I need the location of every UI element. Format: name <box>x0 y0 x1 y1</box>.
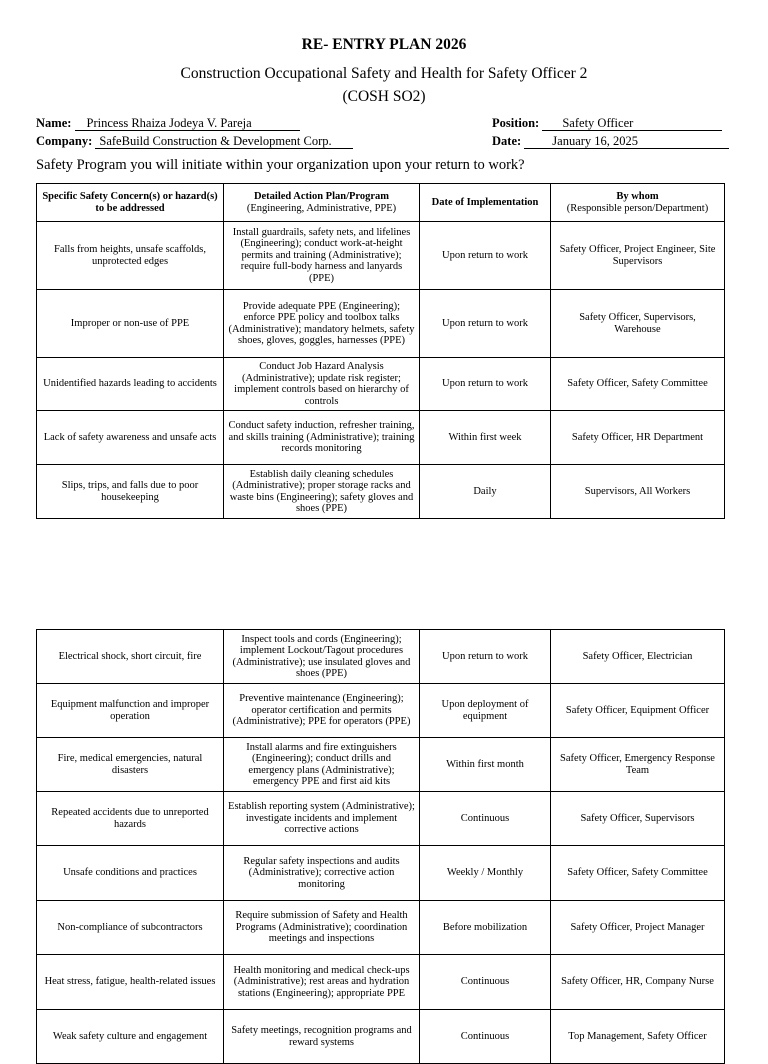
cell-whom: Safety Officer, HR Department <box>551 411 725 465</box>
cell-date: Upon return to work <box>420 358 551 411</box>
cell-concern: Weak safety culture and engagement <box>37 1010 224 1064</box>
cell-date: Within first month <box>420 738 551 792</box>
cell-date: Upon return to work <box>420 630 551 684</box>
position-label: Position: <box>492 116 540 130</box>
cell-date: Continuous <box>420 1010 551 1064</box>
cell-whom: Safety Officer, Supervisors <box>551 792 725 846</box>
position-line <box>492 116 722 131</box>
cell-date: Upon return to work <box>420 222 551 290</box>
cell-concern: Fire, medical emergencies, natural disasters <box>37 738 224 792</box>
cell-whom: Safety Officer, Safety Committee <box>551 846 725 901</box>
header-concern: Specific Safety Concern(s) or hazard(s) to be addressed <box>37 184 224 222</box>
cell-plan: Install guardrails, safety nets, and lifelines (Engineering); conduct work-at-height permits and training (Administrative); require full-body harness and lanyards (PPE) <box>224 222 420 290</box>
cell-plan: Establish daily cleaning schedules (Administrative); proper storage racks and waste bins (Engineering); safety gloves and shoes (PPE) <box>224 465 420 519</box>
header-plan-title: Detailed Action Plan/Program <box>253 191 390 202</box>
table-row <box>37 738 725 792</box>
cell-concern: Falls from heights, unsafe scaffolds, unprotected edges <box>37 222 224 290</box>
company-label: Company: <box>36 134 93 148</box>
cell-date: Daily <box>420 465 551 519</box>
table-row <box>37 684 725 738</box>
table-row <box>37 411 725 465</box>
table-row <box>37 358 725 411</box>
header-whom-title: By whom <box>616 191 659 202</box>
cell-plan: Provide adequate PPE (Engineering); enforce PPE policy and toolbox talks (Administrative); mandatory helmets, safety shoes, gloves, goggles, harnesses (PPE) <box>224 290 420 358</box>
table-header-row <box>37 184 725 222</box>
table-row <box>37 290 725 358</box>
safety-plan-table-page2 <box>36 629 725 1064</box>
document-title: RE- ENTRY PLAN 2026 <box>301 36 467 53</box>
cell-concern: Lack of safety awareness and unsafe acts <box>37 411 224 465</box>
cell-whom: Safety Officer, Project Engineer, Site Supervisors <box>551 222 725 290</box>
cell-plan: Install alarms and fire extinguishers (Engineering); conduct drills and emergency plans (Administrative); emergency PPE and first aid kits <box>224 738 420 792</box>
company-line <box>36 134 353 149</box>
cell-concern: Slips, trips, and falls due to poor housekeeping <box>37 465 224 519</box>
name-line <box>36 116 300 131</box>
cell-whom: Safety Officer, Electrician <box>551 630 725 684</box>
safety-plan-table-page1 <box>36 183 725 519</box>
cell-concern: Equipment malfunction and improper operation <box>37 684 224 738</box>
cell-date: Before mobilization <box>420 901 551 955</box>
cell-whom: Safety Officer, Emergency Response Team <box>551 738 725 792</box>
cell-concern: Improper or non-use of PPE <box>37 290 224 358</box>
cell-whom: Top Management, Safety Officer <box>551 1010 725 1064</box>
document-code: (COSH SO2) <box>342 88 426 105</box>
cell-date: Continuous <box>420 792 551 846</box>
cell-date: Continuous <box>420 955 551 1010</box>
header-whom-sub: (Responsible person/Department) <box>566 202 709 214</box>
header-whom <box>551 184 725 222</box>
cell-whom: Safety Officer, Safety Committee <box>551 358 725 411</box>
document-subtitle: Construction Occupational Safety and Health for Safety Officer 2 <box>180 65 588 82</box>
cell-date: Within first week <box>420 411 551 465</box>
cell-plan: Health monitoring and medical check-ups (Administrative); rest areas and hydration stations (Engineering); appropriate PPE <box>224 955 420 1010</box>
table-row <box>37 955 725 1010</box>
cell-whom: Safety Officer, HR, Company Nurse <box>551 955 725 1010</box>
date-label: Date: <box>492 134 522 148</box>
cell-plan: Conduct safety induction, refresher training, and skills training (Administrative); training records monitoring <box>224 411 420 465</box>
table-row <box>37 846 725 901</box>
name-label: Name: <box>36 116 72 130</box>
cell-whom: Safety Officer, Equipment Officer <box>551 684 725 738</box>
cell-date: Upon deployment of equipment <box>420 684 551 738</box>
header-plan-sub: (Engineering, Administrative, PPE) <box>246 202 397 214</box>
cell-concern: Repeated accidents due to unreported hazards <box>37 792 224 846</box>
cell-date: Upon return to work <box>420 290 551 358</box>
table-row <box>37 630 725 684</box>
header-date: Date of Implementation <box>420 184 551 222</box>
cell-concern: Heat stress, fatigue, health-related issues <box>37 955 224 1010</box>
position-value: Safety Officer <box>542 117 722 131</box>
table-row <box>37 792 725 846</box>
cell-whom: Safety Officer, Supervisors, Warehouse <box>551 290 725 358</box>
date-value: January 16, 2025 <box>524 135 729 149</box>
question-text: Safety Program you will initiate within your organization upon your return to work? <box>36 157 525 173</box>
date-line <box>492 134 729 149</box>
cell-plan: Require submission of Safety and Health Programs (Administrative); coordination meetings and inspections <box>224 901 420 955</box>
cell-whom: Safety Officer, Project Manager <box>551 901 725 955</box>
table-row <box>37 222 725 290</box>
table-row <box>37 1010 725 1064</box>
cell-concern: Non-compliance of subcontractors <box>37 901 224 955</box>
cell-plan: Inspect tools and cords (Engineering); implement Lockout/Tagout procedures (Administrative); use insulated gloves and shoes (PPE) <box>224 630 420 684</box>
cell-concern: Unsafe conditions and practices <box>37 846 224 901</box>
company-value: SafeBuild Construction & Development Corp. <box>95 135 353 149</box>
cell-concern: Unidentified hazards leading to accidents <box>37 358 224 411</box>
cell-plan: Establish reporting system (Administrative); investigate incidents and implement corrective actions <box>224 792 420 846</box>
cell-date: Weekly / Monthly <box>420 846 551 901</box>
cell-plan: Conduct Job Hazard Analysis (Administrative); update risk register; implement controls based on hierarchy of controls <box>224 358 420 411</box>
header-plan <box>224 184 420 222</box>
table-row <box>37 901 725 955</box>
cell-plan: Regular safety inspections and audits (Administrative); corrective action monitoring <box>224 846 420 901</box>
name-value: Princess Rhaiza Jodeya V. Pareja <box>75 117 300 131</box>
table-row <box>37 465 725 519</box>
cell-concern: Electrical shock, short circuit, fire <box>37 630 224 684</box>
cell-plan: Safety meetings, recognition programs and reward systems <box>224 1010 420 1064</box>
cell-plan: Preventive maintenance (Engineering); operator certification and permits (Administrative); PPE for operators (PPE) <box>224 684 420 738</box>
cell-whom: Supervisors, All Workers <box>551 465 725 519</box>
